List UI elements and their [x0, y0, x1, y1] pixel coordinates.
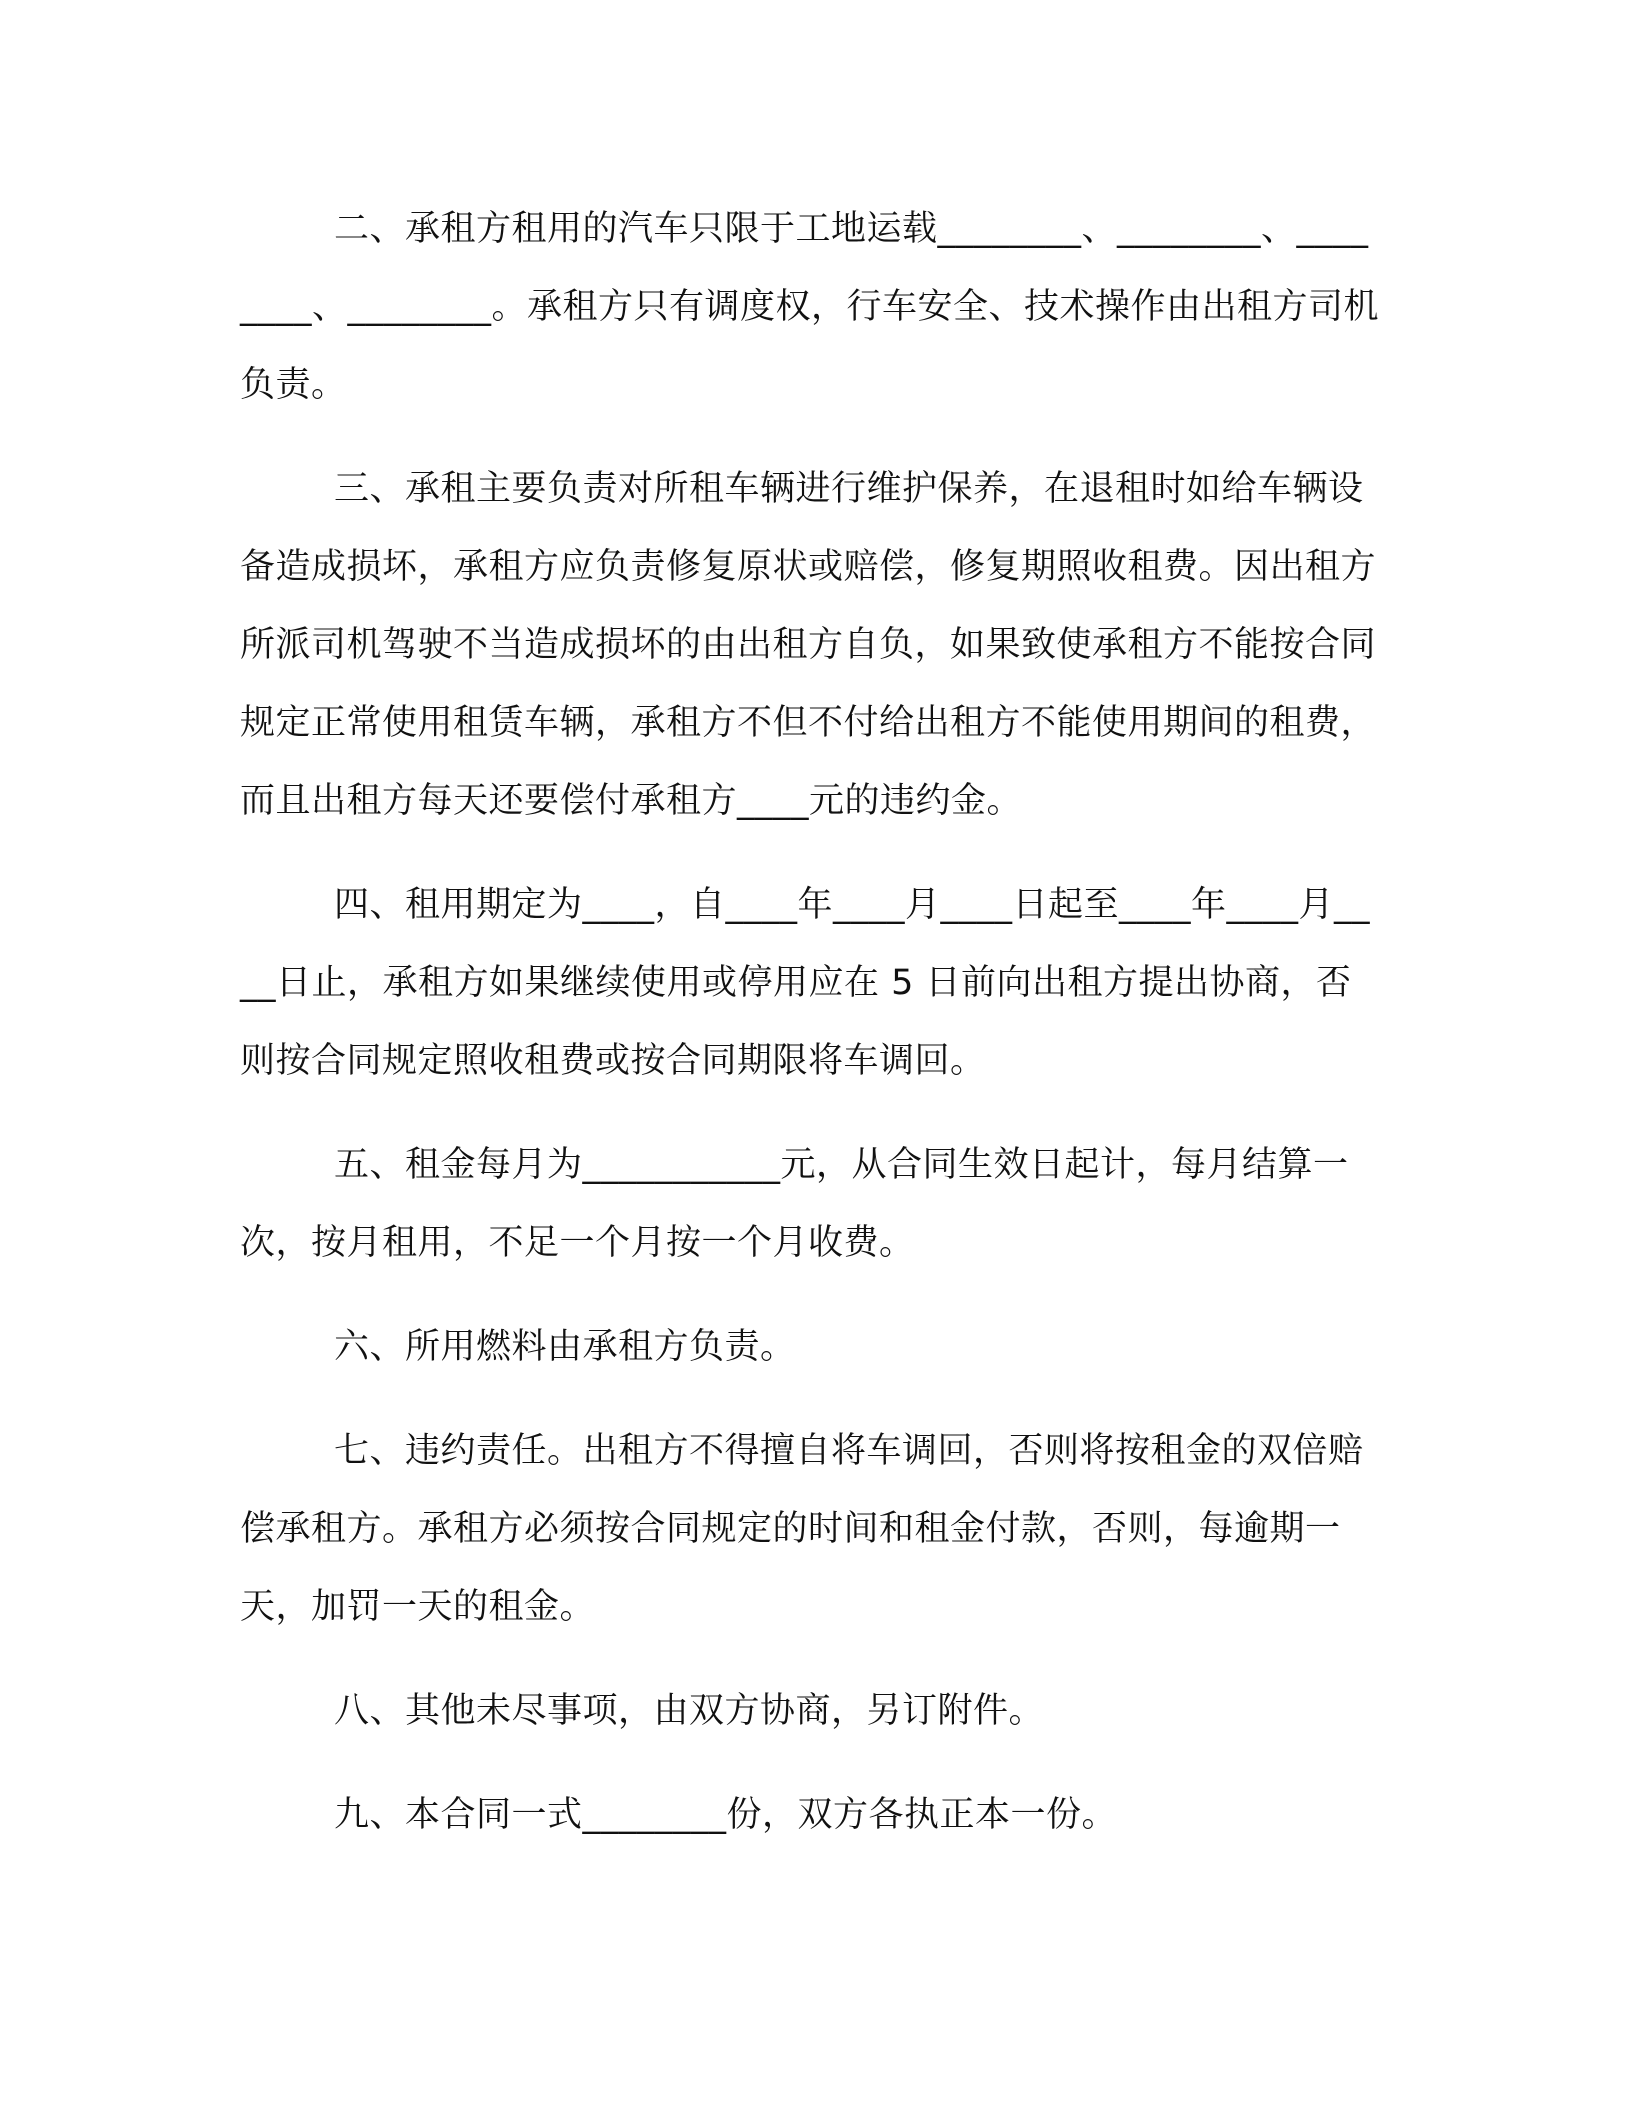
- clause-5: 五、租金每月为___________元，从合同生效日起计，每月结算一次，按月租用，不足一个月按一个月收费。: [240, 1145, 1349, 1263]
- clause-6: 六、所用燃料由承租方负责。: [334, 1327, 796, 1367]
- contract-body: [240, 190, 1385, 1880]
- clause-3: 三、承租主要负责对所租车辆进行维护保养，在退租时如给车辆设备造成损坏，承租方应负责修复原状或赔偿，修复期照收租费。因出租方所派司机驾驶不当造成损坏的由出租方自负，如果致使承租方不能按合同规定正常使用租赁车辆，承租方不但不付给出租方不能使用期间的租费，而且出租方每天还要偿付承租方____元的违约金。: [240, 469, 1377, 821]
- clause-2: 二、承租方租用的汽车只限于工地运载________、________、________、________。承租方只有调度权，行车安全、技术操作由出租方司机负责。: [240, 209, 1380, 405]
- clause-7: 七、违约责任。出租方不得擅自将车调回，否则将按租金的双倍赔偿承租方。承租方必须按合同规定的时间和租金付款，否则，每逾期一天，加罚一天的租金。: [240, 1431, 1364, 1627]
- clause-9: 九、本合同一式________份，双方各执正本一份。: [334, 1795, 1118, 1835]
- clause-4: 四、租用期定为____，自____年____月____日起至____年____月____日止，承租方如果继续使用或停用应在 5 日前向出租方提出协商，否则按合同规定照收租费或按合同期限将车调回。: [240, 885, 1371, 1081]
- clause-8: 八、其他未尽事项，由双方协商，另订附件。: [334, 1691, 1045, 1731]
